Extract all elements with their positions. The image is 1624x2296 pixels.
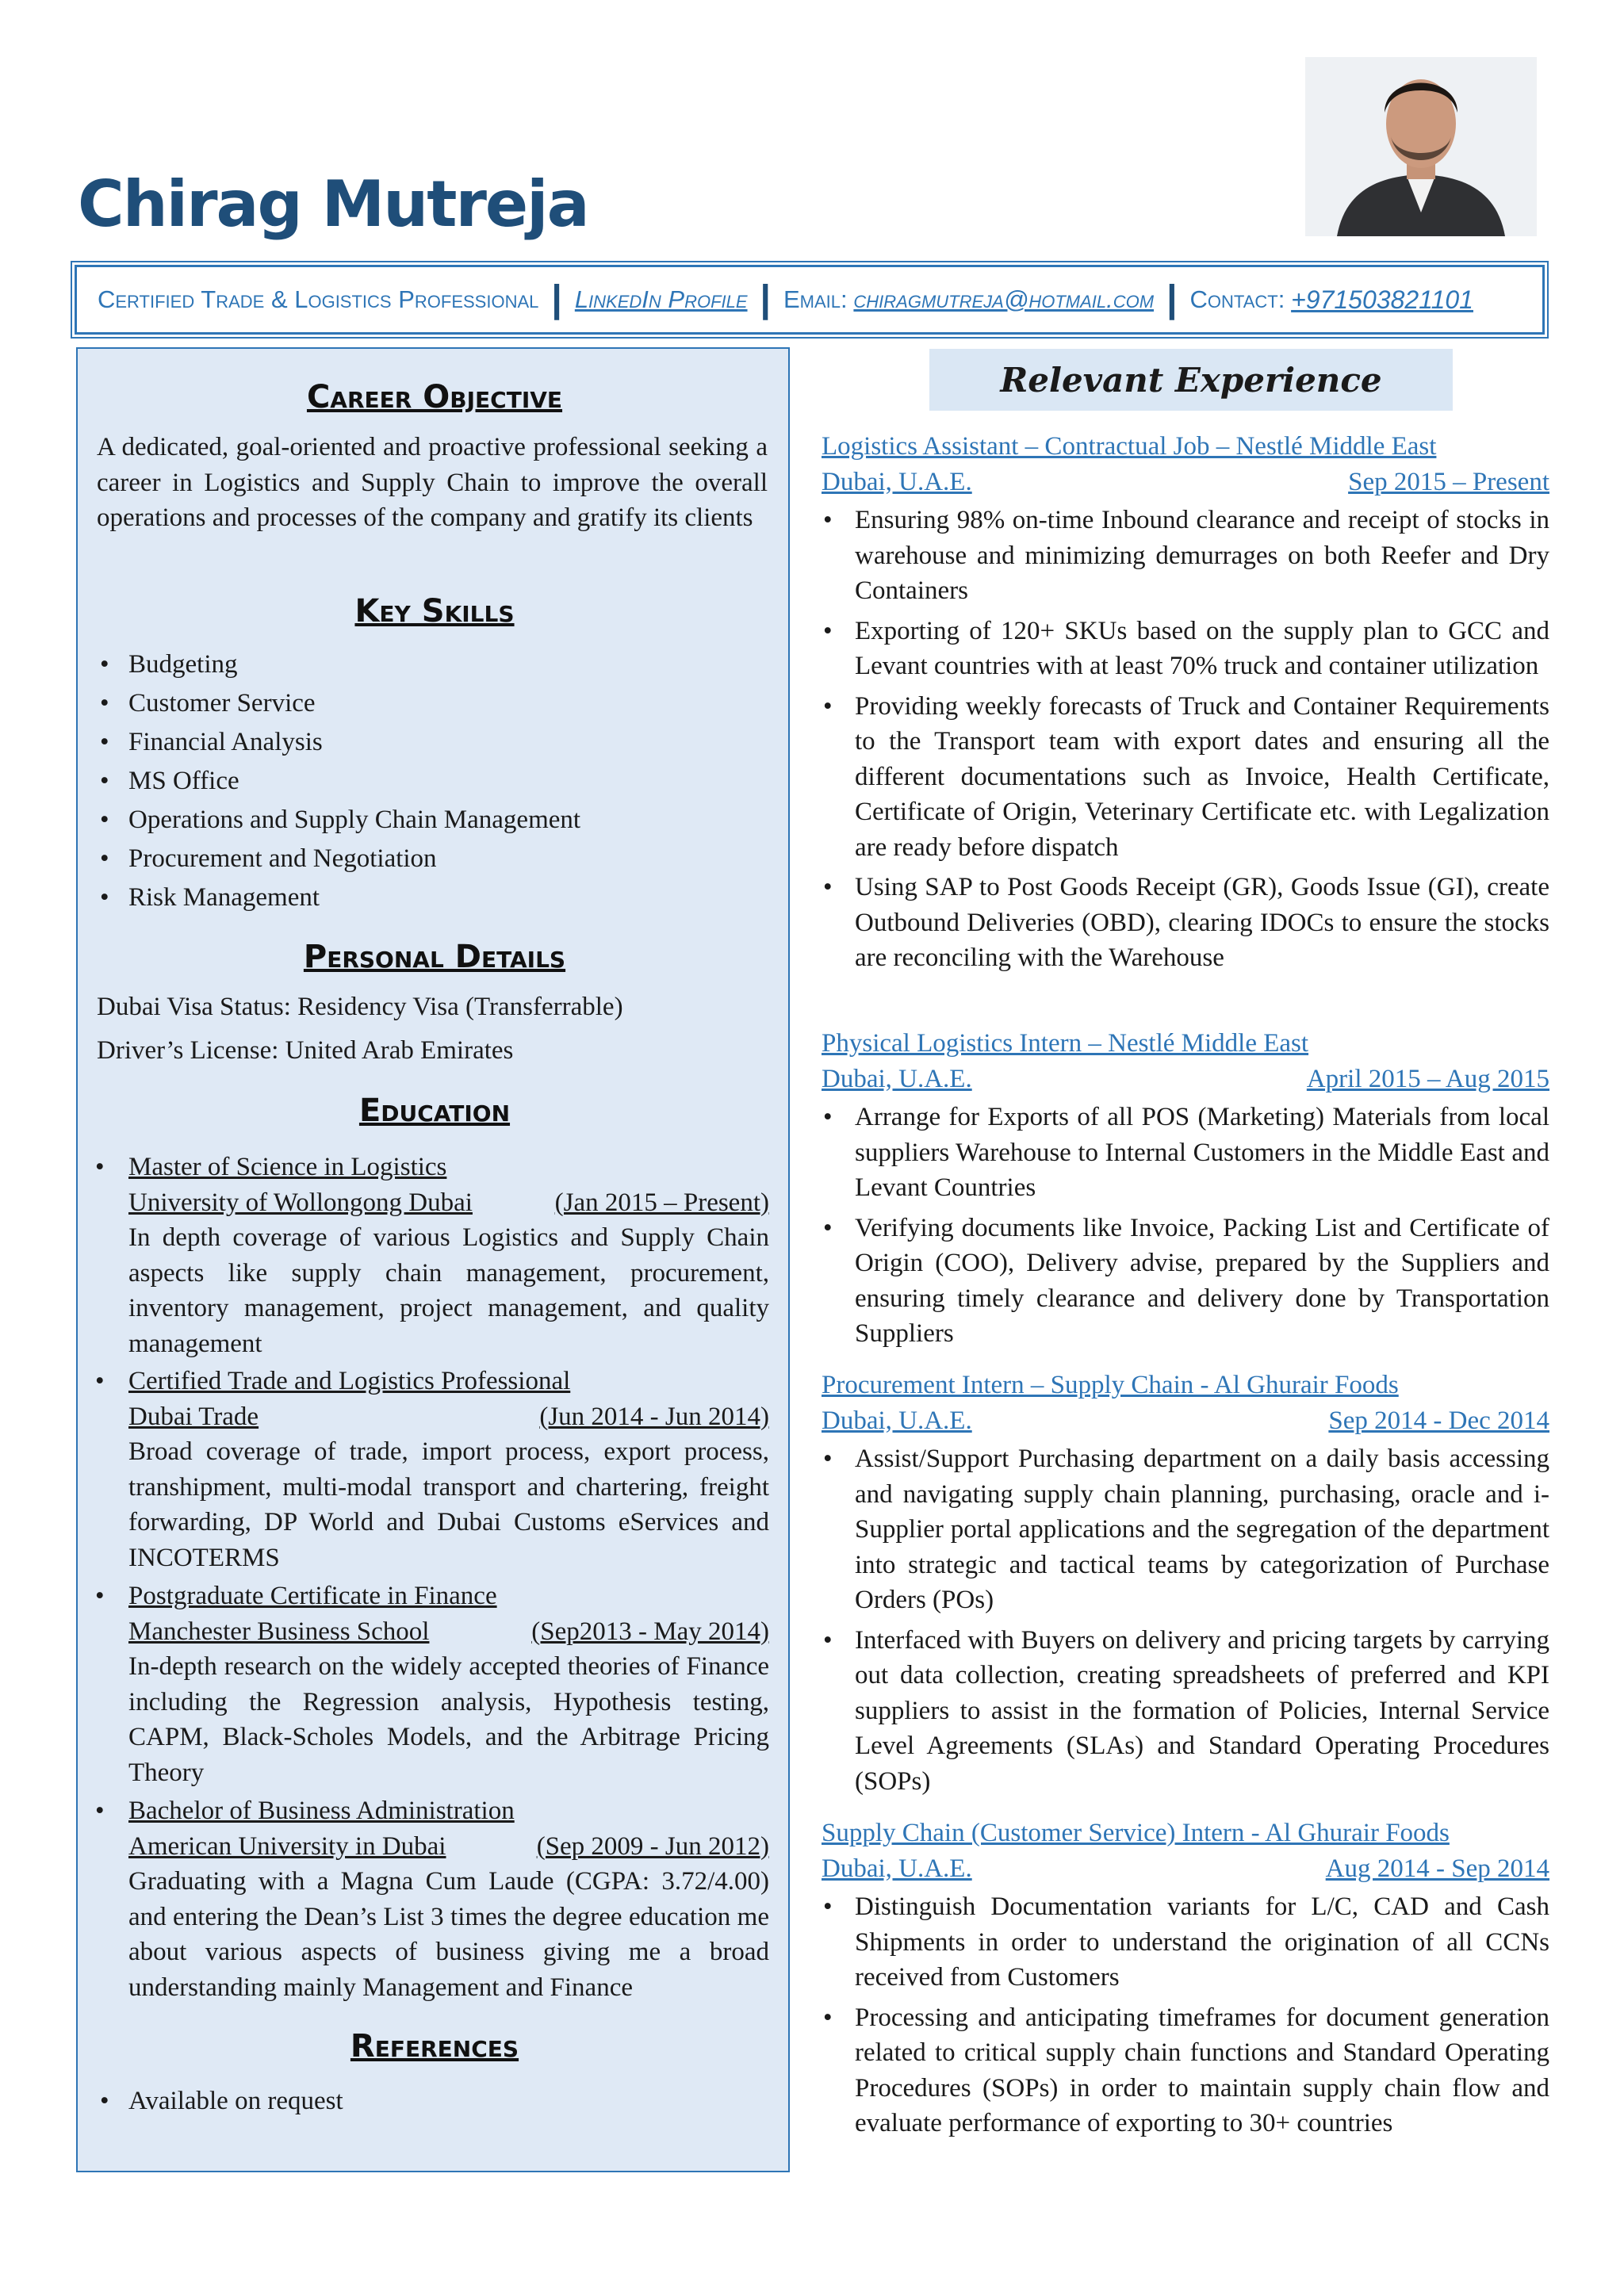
skill-item: • Operations and Supply Chain Management (97, 801, 768, 840)
education-dates: (Jan 2015 – Present) (554, 1188, 769, 1217)
school-name: American University in Dubai (128, 1831, 446, 1861)
job-location: Dubai, U.A.E. (822, 1854, 972, 1883)
job-title[interactable]: Procurement Intern – Supply Chain - Al Ghurair Foods (822, 1371, 1399, 1399)
left-sidebar (76, 347, 790, 2172)
job-dates: Aug 2014 - Sep 2014 (1325, 1854, 1549, 1883)
education-description: In-depth research on the widely accepted theories of Finance including the Regression analysis, Hypothesis testing, CAPM, Black-Scholes Models, and the Arbitrage Pricing Theory (128, 1652, 769, 1787)
education-item (95, 1578, 769, 1790)
phone-link[interactable]: +971503821101 (1291, 285, 1473, 314)
job-bullet: • Verifying documents like Invoice, Packing List and Certificate of Origin (COO), Delivery advise, prepared by the Suppliers and ensuring timely clearance and delivery done by Transportation Suppliers (822, 1211, 1549, 1352)
personal-details-heading: Personal Details (303, 939, 566, 975)
key-skills-list (97, 645, 768, 917)
separator: | (1166, 278, 1178, 320)
bullet: • (95, 1367, 105, 1395)
skill-item: • Financial Analysis (97, 723, 768, 762)
job-title[interactable]: Supply Chain (Customer Service) Intern - Al Ghurair Foods (822, 1819, 1450, 1847)
school-name: Dubai Trade (128, 1402, 259, 1431)
education-dates: (Sep 2009 - Jun 2012) (536, 1831, 769, 1861)
job-bullets (822, 503, 1549, 976)
job-bullet: • Using SAP to Post Goods Receipt (GR), Goods Issue (GI), create Outbound Deliveries (OBD), clearing IDOCs to ensure the stocks are reconciling with the Warehouse (822, 870, 1549, 976)
education-item (95, 1150, 769, 1361)
education-item (95, 1793, 769, 2005)
skill-item: • MS Office (97, 762, 768, 801)
job-entry (822, 1368, 1549, 1804)
education-dates: (Jun 2014 - Jun 2014) (539, 1402, 769, 1431)
job-entry (822, 1026, 1549, 1357)
job-bullet: • Processing and anticipating timeframes for document generation related to critical supply chain functions and Standard Operating Procedures (SOPs) in order to maintain supply chain flow and evaluate performance of exporting to 30+ countries (822, 2000, 1549, 2141)
education-heading: Education (358, 1093, 511, 1129)
job-location: Dubai, U.A.E. (822, 1406, 972, 1435)
job-bullet: • Assist/Support Purchasing department on a daily basis accessing and navigating supply chain planning, purchasing, oracle and i-Supplier portal applications and the segregation of the department into strategic and tactical teams by categorization of Purchase Orders (POs) (822, 1441, 1549, 1618)
references-heading: References (350, 2028, 519, 2064)
degree-name: Postgraduate Certificate in Finance (128, 1582, 497, 1610)
school-name: University of Wollongong Dubai (128, 1188, 473, 1217)
job-dates: April 2015 – Aug 2015 (1306, 1064, 1549, 1093)
degree-name: Certified Trade and Logistics Professional (128, 1367, 571, 1395)
skill-item: • Procurement and Negotiation (97, 840, 768, 878)
education-description: In depth coverage of various Logistics and Supply Chain aspects like supply chain management, procurement, inventory management, project management, and quality management (128, 1223, 769, 1358)
skill-item: • Budgeting (97, 645, 768, 684)
education-description: Broad coverage of trade, import process, export process, transhipment, multi-modal transport and chartering, freight forwarding, DP World and Dubai Customs eServices and INCOTERMS (128, 1437, 769, 1572)
contact-bar (75, 265, 1545, 335)
job-bullet: • Distinguish Documentation variants for L/C, CAD and Cash Shipments in order to understand the origination of all CCNs received from Customers (822, 1889, 1549, 1996)
profile-photo (1305, 57, 1537, 236)
separator: | (551, 278, 562, 320)
job-bullets (822, 1889, 1549, 2141)
education-item (95, 1364, 769, 1575)
job-location: Dubai, U.A.E. (822, 1064, 972, 1093)
job-dates: Sep 2014 - Dec 2014 (1328, 1406, 1549, 1435)
job-bullets (822, 1100, 1549, 1352)
degree-name: Bachelor of Business Administration (128, 1797, 515, 1825)
email-link[interactable]: chiragmutreja@hotmail.com (853, 285, 1155, 313)
job-title[interactable]: Physical Logistics Intern – Nestlé Middle East (822, 1029, 1309, 1058)
separator: | (760, 278, 771, 320)
references-list (97, 2082, 768, 2121)
experience-heading: Relevant Experience (929, 349, 1453, 411)
contact-label: Contact: (1189, 285, 1285, 313)
key-skills-heading: Key Skills (354, 593, 515, 629)
professional-title: Certified Trade & Logistics Professional (98, 285, 539, 313)
education-description: Graduating with a Magna Cum Laude (CGPA: 3.72/4.00) and entering the Dean’s List 3 times the degree education me about various aspects of business giving me a broad understanding mainly Management and Finance (128, 1867, 769, 2002)
school-name: Manchester Business School (128, 1617, 430, 1646)
bullet: • (95, 1582, 105, 1610)
skill-item: • Customer Service (97, 684, 768, 723)
visa-status: Dubai Visa Status: Residency Visa (Transferrable) (97, 993, 623, 1021)
job-dates: Sep 2015 – Present (1348, 467, 1549, 496)
degree-name: Master of Science in Logistics (128, 1153, 447, 1181)
education-dates: (Sep2013 - May 2014) (531, 1617, 769, 1646)
bullet: • (95, 1797, 105, 1825)
job-bullet: • Providing weekly forecasts of Truck and Container Requirements to the Transport team with export dates and ensuring all the different documentations such as Invoice, Health Certificate, Certificate of Origin, Veterinary Certificate etc. with Legalization are ready before dispatch (822, 689, 1549, 866)
skill-item: • Risk Management (97, 878, 768, 917)
drivers-license: Driver’s License: United Arab Emirates (97, 1036, 514, 1065)
job-bullet: • Interfaced with Buyers on delivery and pricing targets by carrying out data collection, creating spreadsheets of preferred and KPI suppliers to assist in the formation of Policies, Internal Service Level Agreements (SLAs) and Standard Operating Procedures (SOPs) (822, 1623, 1549, 1800)
bullet: • (95, 1153, 105, 1181)
job-bullets (822, 1441, 1549, 1799)
career-objective-text: A dedicated, goal-oriented and proactive professional seeking a career in Logistics and Supply Chain to improve the overall operations and processes of the company and gratify its clients (97, 433, 768, 532)
job-entry (822, 1816, 1549, 2146)
career-objective-heading: Career Objective (306, 379, 563, 415)
reference-item: • Available on request (97, 2082, 768, 2121)
job-title[interactable]: Logistics Assistant – Contractual Job – Nestlé Middle East (822, 432, 1437, 461)
email-label: Email: (783, 285, 848, 313)
job-bullet: • Exporting of 120+ SKUs based on the supply plan to GCC and Levant countries with at least 70% truck and container utilization (822, 614, 1549, 684)
job-entry (822, 429, 1549, 981)
job-bullet: • Arrange for Exports of all POS (Marketing) Materials from local suppliers Warehouse to Internal Customers in the Middle East and Levant Countries (822, 1100, 1549, 1206)
linkedin-link[interactable]: LinkedIn Profile (574, 285, 748, 313)
job-location: Dubai, U.A.E. (822, 467, 972, 496)
candidate-name: Chirag Mutreja (78, 167, 588, 241)
job-bullet: • Ensuring 98% on-time Inbound clearance and receipt of stocks in warehouse and minimizing demurrages on both Reefer and Dry Containers (822, 503, 1549, 609)
